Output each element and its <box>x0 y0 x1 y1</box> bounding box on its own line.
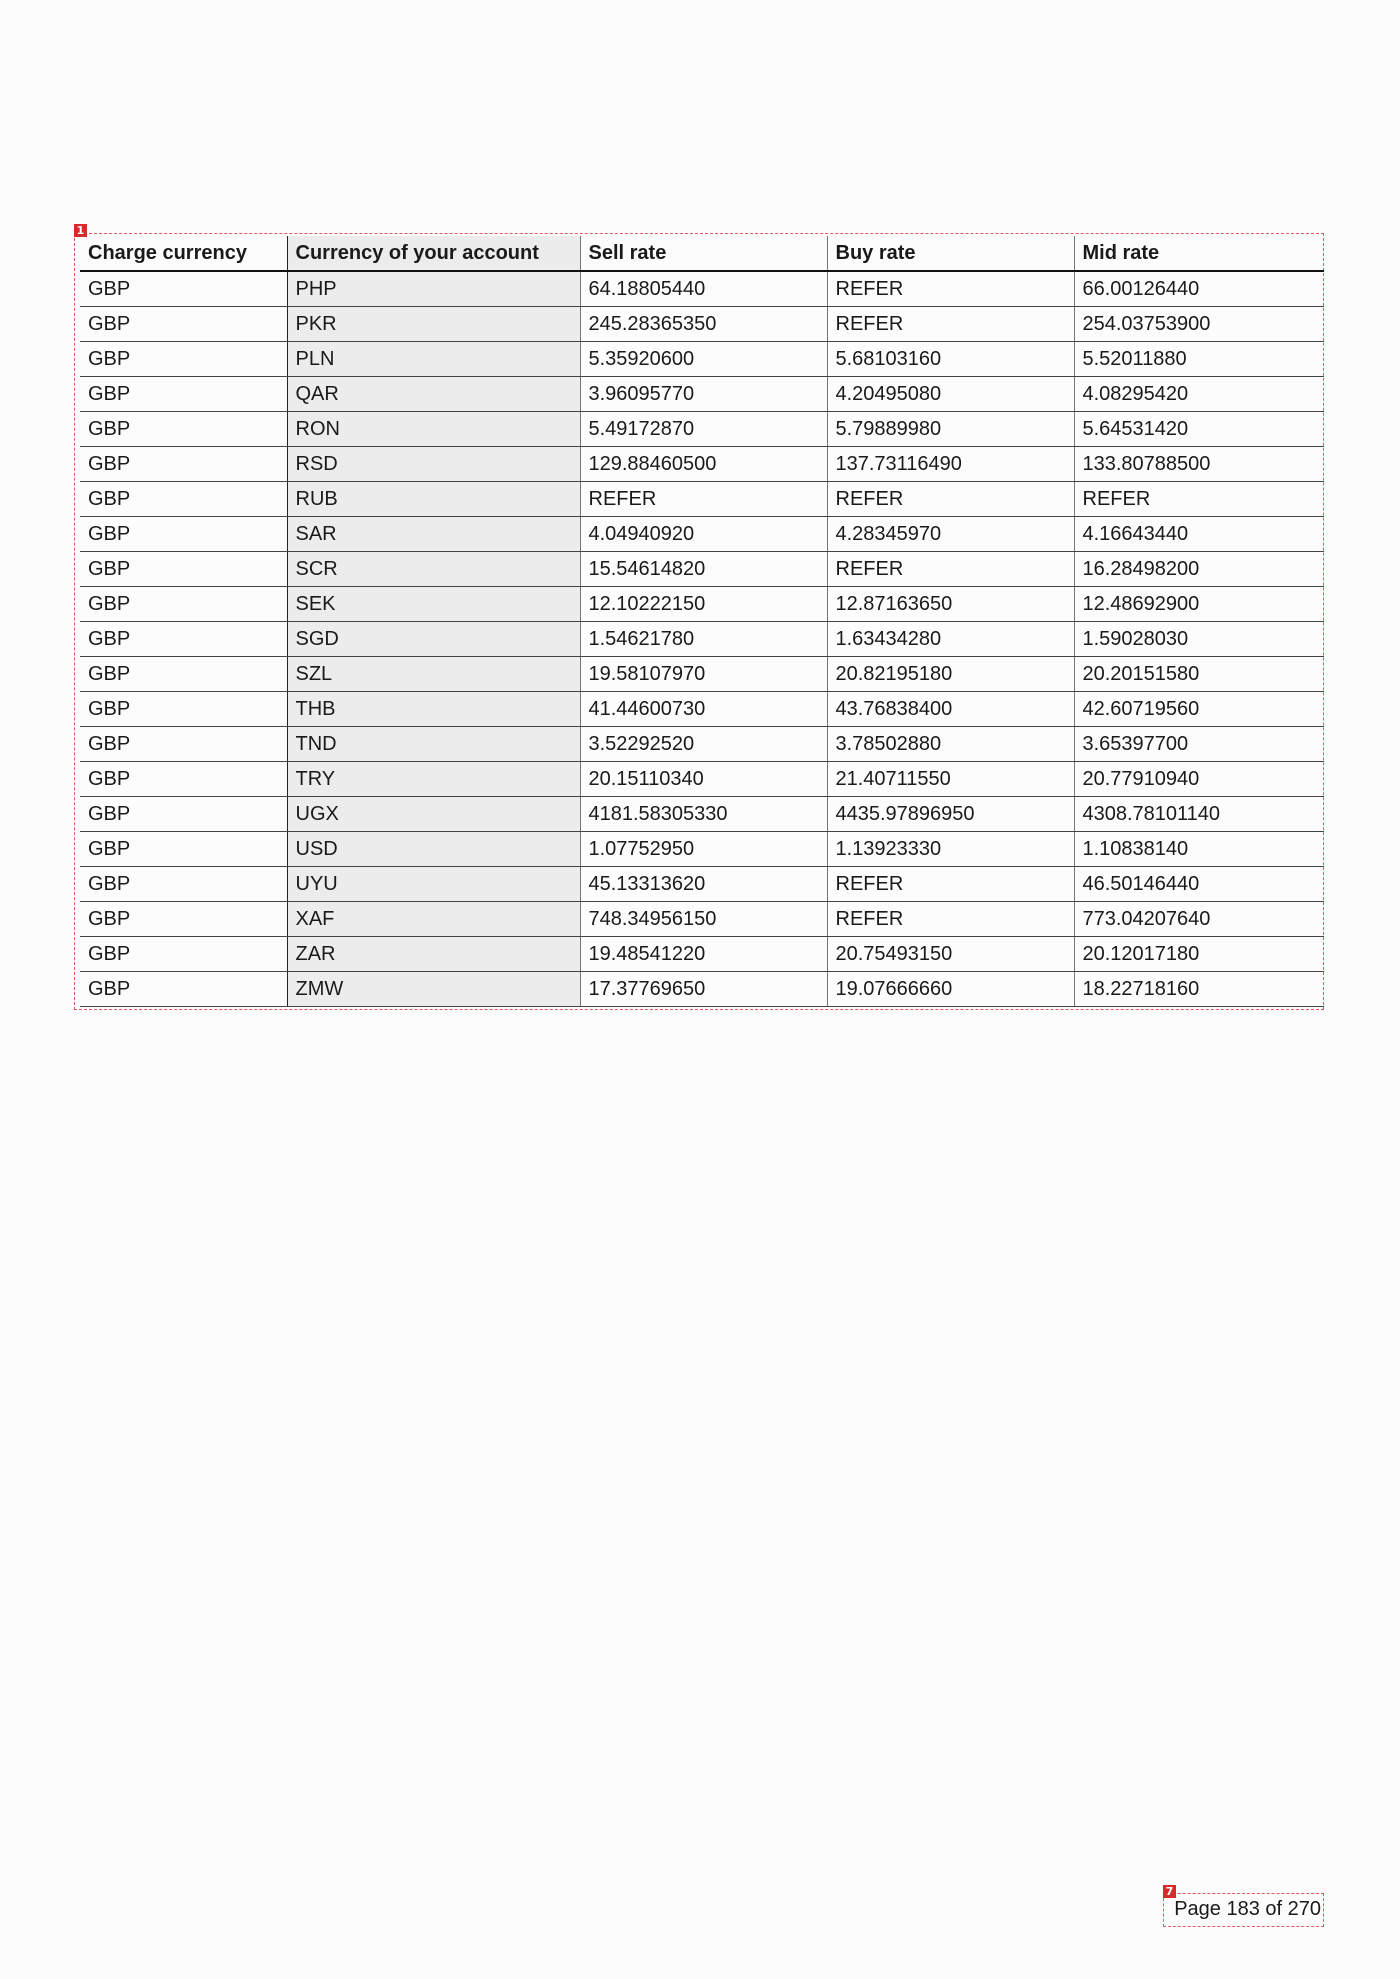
charge-currency-cell: GBP <box>80 797 287 832</box>
table-row <box>80 342 1324 377</box>
mid-rate-cell: 46.50146440 <box>1074 867 1324 902</box>
table-row <box>80 692 1324 727</box>
account-currency-cell: UGX <box>287 797 580 832</box>
buy-rate-cell: 20.82195180 <box>827 657 1074 692</box>
table-row <box>80 797 1324 832</box>
account-currency-cell: SGD <box>287 622 580 657</box>
mid-rate-cell: 3.65397700 <box>1074 727 1324 762</box>
mid-rate-cell: REFER <box>1074 482 1324 517</box>
buy-rate-cell: 137.73116490 <box>827 447 1074 482</box>
charge-currency-cell: GBP <box>80 482 287 517</box>
charge-currency-cell: GBP <box>80 552 287 587</box>
buy-rate-cell: REFER <box>827 902 1074 937</box>
sell-rate-cell: 12.10222150 <box>580 587 827 622</box>
table-region <box>74 224 1324 1010</box>
account-currency-cell: TRY <box>287 762 580 797</box>
account-currency-cell: PHP <box>287 271 580 307</box>
table-row <box>80 972 1324 1007</box>
mid-rate-cell: 20.77910940 <box>1074 762 1324 797</box>
mid-rate-cell: 42.60719560 <box>1074 692 1324 727</box>
table-row <box>80 762 1324 797</box>
table-row <box>80 727 1324 762</box>
sell-rate-cell: 15.54614820 <box>580 552 827 587</box>
page-number: Page 183 of 270 <box>1174 1898 1321 1920</box>
buy-rate-cell: REFER <box>827 482 1074 517</box>
buy-rate-cell: 21.40711550 <box>827 762 1074 797</box>
exchange-rate-table <box>80 236 1324 1007</box>
mid-rate-cell: 20.20151580 <box>1074 657 1324 692</box>
charge-currency-cell: GBP <box>80 377 287 412</box>
account-currency-cell: PLN <box>287 342 580 377</box>
sell-rate-cell: 245.28365350 <box>580 307 827 342</box>
buy-rate-cell: 4.20495080 <box>827 377 1074 412</box>
table-row <box>80 412 1324 447</box>
account-currency-cell: THB <box>287 692 580 727</box>
header-mid-rate: Mid rate <box>1074 236 1324 271</box>
sell-rate-cell: 3.96095770 <box>580 377 827 412</box>
table-row <box>80 587 1324 622</box>
buy-rate-cell: 19.07666660 <box>827 972 1074 1007</box>
account-currency-cell: SAR <box>287 517 580 552</box>
header-charge-currency: Charge currency <box>80 236 287 271</box>
buy-rate-cell: 1.13923330 <box>827 832 1074 867</box>
charge-currency-cell: GBP <box>80 447 287 482</box>
sell-rate-cell: 3.52292520 <box>580 727 827 762</box>
mid-rate-cell: 12.48692900 <box>1074 587 1324 622</box>
charge-currency-cell: GBP <box>80 937 287 972</box>
account-currency-cell: USD <box>287 832 580 867</box>
buy-rate-cell: REFER <box>827 307 1074 342</box>
sell-rate-cell: 45.13313620 <box>580 867 827 902</box>
charge-currency-cell: GBP <box>80 727 287 762</box>
charge-currency-cell: GBP <box>80 587 287 622</box>
table-body <box>80 271 1324 1007</box>
sell-rate-cell: 41.44600730 <box>580 692 827 727</box>
table-row <box>80 867 1324 902</box>
charge-currency-cell: GBP <box>80 517 287 552</box>
sell-rate-cell: 17.37769650 <box>580 972 827 1007</box>
table-row <box>80 552 1324 587</box>
buy-rate-cell: REFER <box>827 867 1074 902</box>
buy-rate-cell: 4435.97896950 <box>827 797 1074 832</box>
header-sell-rate: Sell rate <box>580 236 827 271</box>
charge-currency-cell: GBP <box>80 307 287 342</box>
sell-rate-cell: 4181.58305330 <box>580 797 827 832</box>
charge-currency-cell: GBP <box>80 412 287 447</box>
buy-rate-cell: 43.76838400 <box>827 692 1074 727</box>
mid-rate-cell: 16.28498200 <box>1074 552 1324 587</box>
sell-rate-cell: 4.04940920 <box>580 517 827 552</box>
mid-rate-cell: 133.80788500 <box>1074 447 1324 482</box>
table-row <box>80 622 1324 657</box>
page-number-region <box>1163 1885 1324 1927</box>
charge-currency-cell: GBP <box>80 832 287 867</box>
charge-currency-cell: GBP <box>80 902 287 937</box>
table-row <box>80 902 1324 937</box>
table-row <box>80 447 1324 482</box>
buy-rate-cell: 4.28345970 <box>827 517 1074 552</box>
charge-currency-cell: GBP <box>80 271 287 307</box>
table-row <box>80 517 1324 552</box>
account-currency-cell: SCR <box>287 552 580 587</box>
header-account-currency: Currency of your account <box>287 236 580 271</box>
charge-currency-cell: GBP <box>80 342 287 377</box>
account-currency-cell: RUB <box>287 482 580 517</box>
mid-rate-cell: 4.16643440 <box>1074 517 1324 552</box>
sell-rate-cell: 1.54621780 <box>580 622 827 657</box>
buy-rate-cell: 12.87163650 <box>827 587 1074 622</box>
sell-rate-cell: REFER <box>580 482 827 517</box>
header-buy-rate: Buy rate <box>827 236 1074 271</box>
table-row <box>80 307 1324 342</box>
account-currency-cell: UYU <box>287 867 580 902</box>
table-row <box>80 937 1324 972</box>
sell-rate-cell: 5.49172870 <box>580 412 827 447</box>
sell-rate-cell: 19.58107970 <box>580 657 827 692</box>
charge-currency-cell: GBP <box>80 762 287 797</box>
account-currency-cell: QAR <box>287 377 580 412</box>
buy-rate-cell: 5.79889980 <box>827 412 1074 447</box>
mid-rate-cell: 1.59028030 <box>1074 622 1324 657</box>
account-currency-cell: RSD <box>287 447 580 482</box>
mid-rate-cell: 20.12017180 <box>1074 937 1324 972</box>
header-row <box>80 236 1324 271</box>
sell-rate-cell: 19.48541220 <box>580 937 827 972</box>
account-currency-cell: PKR <box>287 307 580 342</box>
sell-rate-cell: 129.88460500 <box>580 447 827 482</box>
table-row <box>80 657 1324 692</box>
account-currency-cell: ZMW <box>287 972 580 1007</box>
mid-rate-cell: 254.03753900 <box>1074 307 1324 342</box>
sell-rate-cell: 5.35920600 <box>580 342 827 377</box>
charge-currency-cell: GBP <box>80 622 287 657</box>
charge-currency-cell: GBP <box>80 657 287 692</box>
charge-currency-cell: GBP <box>80 867 287 902</box>
mid-rate-cell: 66.00126440 <box>1074 271 1324 307</box>
mid-rate-cell: 4.08295420 <box>1074 377 1324 412</box>
buy-rate-cell: REFER <box>827 271 1074 307</box>
account-currency-cell: RON <box>287 412 580 447</box>
charge-currency-cell: GBP <box>80 972 287 1007</box>
account-currency-cell: XAF <box>287 902 580 937</box>
buy-rate-cell: REFER <box>827 552 1074 587</box>
sell-rate-cell: 748.34956150 <box>580 902 827 937</box>
table-row <box>80 832 1324 867</box>
mid-rate-cell: 1.10838140 <box>1074 832 1324 867</box>
mid-rate-cell: 18.22718160 <box>1074 972 1324 1007</box>
account-currency-cell: SEK <box>287 587 580 622</box>
table-row <box>80 377 1324 412</box>
mid-rate-cell: 5.64531420 <box>1074 412 1324 447</box>
sell-rate-cell: 20.15110340 <box>580 762 827 797</box>
buy-rate-cell: 5.68103160 <box>827 342 1074 377</box>
account-currency-cell: TND <box>287 727 580 762</box>
region-tag: 1 <box>74 224 87 237</box>
buy-rate-cell: 3.78502880 <box>827 727 1074 762</box>
mid-rate-cell: 5.52011880 <box>1074 342 1324 377</box>
account-currency-cell: ZAR <box>287 937 580 972</box>
sell-rate-cell: 1.07752950 <box>580 832 827 867</box>
charge-currency-cell: GBP <box>80 692 287 727</box>
table-row <box>80 482 1324 517</box>
account-currency-cell: SZL <box>287 657 580 692</box>
sell-rate-cell: 64.18805440 <box>580 271 827 307</box>
table-row <box>80 271 1324 307</box>
table-header <box>80 236 1324 271</box>
buy-rate-cell: 1.63434280 <box>827 622 1074 657</box>
mid-rate-cell: 4308.78101140 <box>1074 797 1324 832</box>
region-tag: 7 <box>1163 1885 1176 1898</box>
buy-rate-cell: 20.75493150 <box>827 937 1074 972</box>
mid-rate-cell: 773.04207640 <box>1074 902 1324 937</box>
